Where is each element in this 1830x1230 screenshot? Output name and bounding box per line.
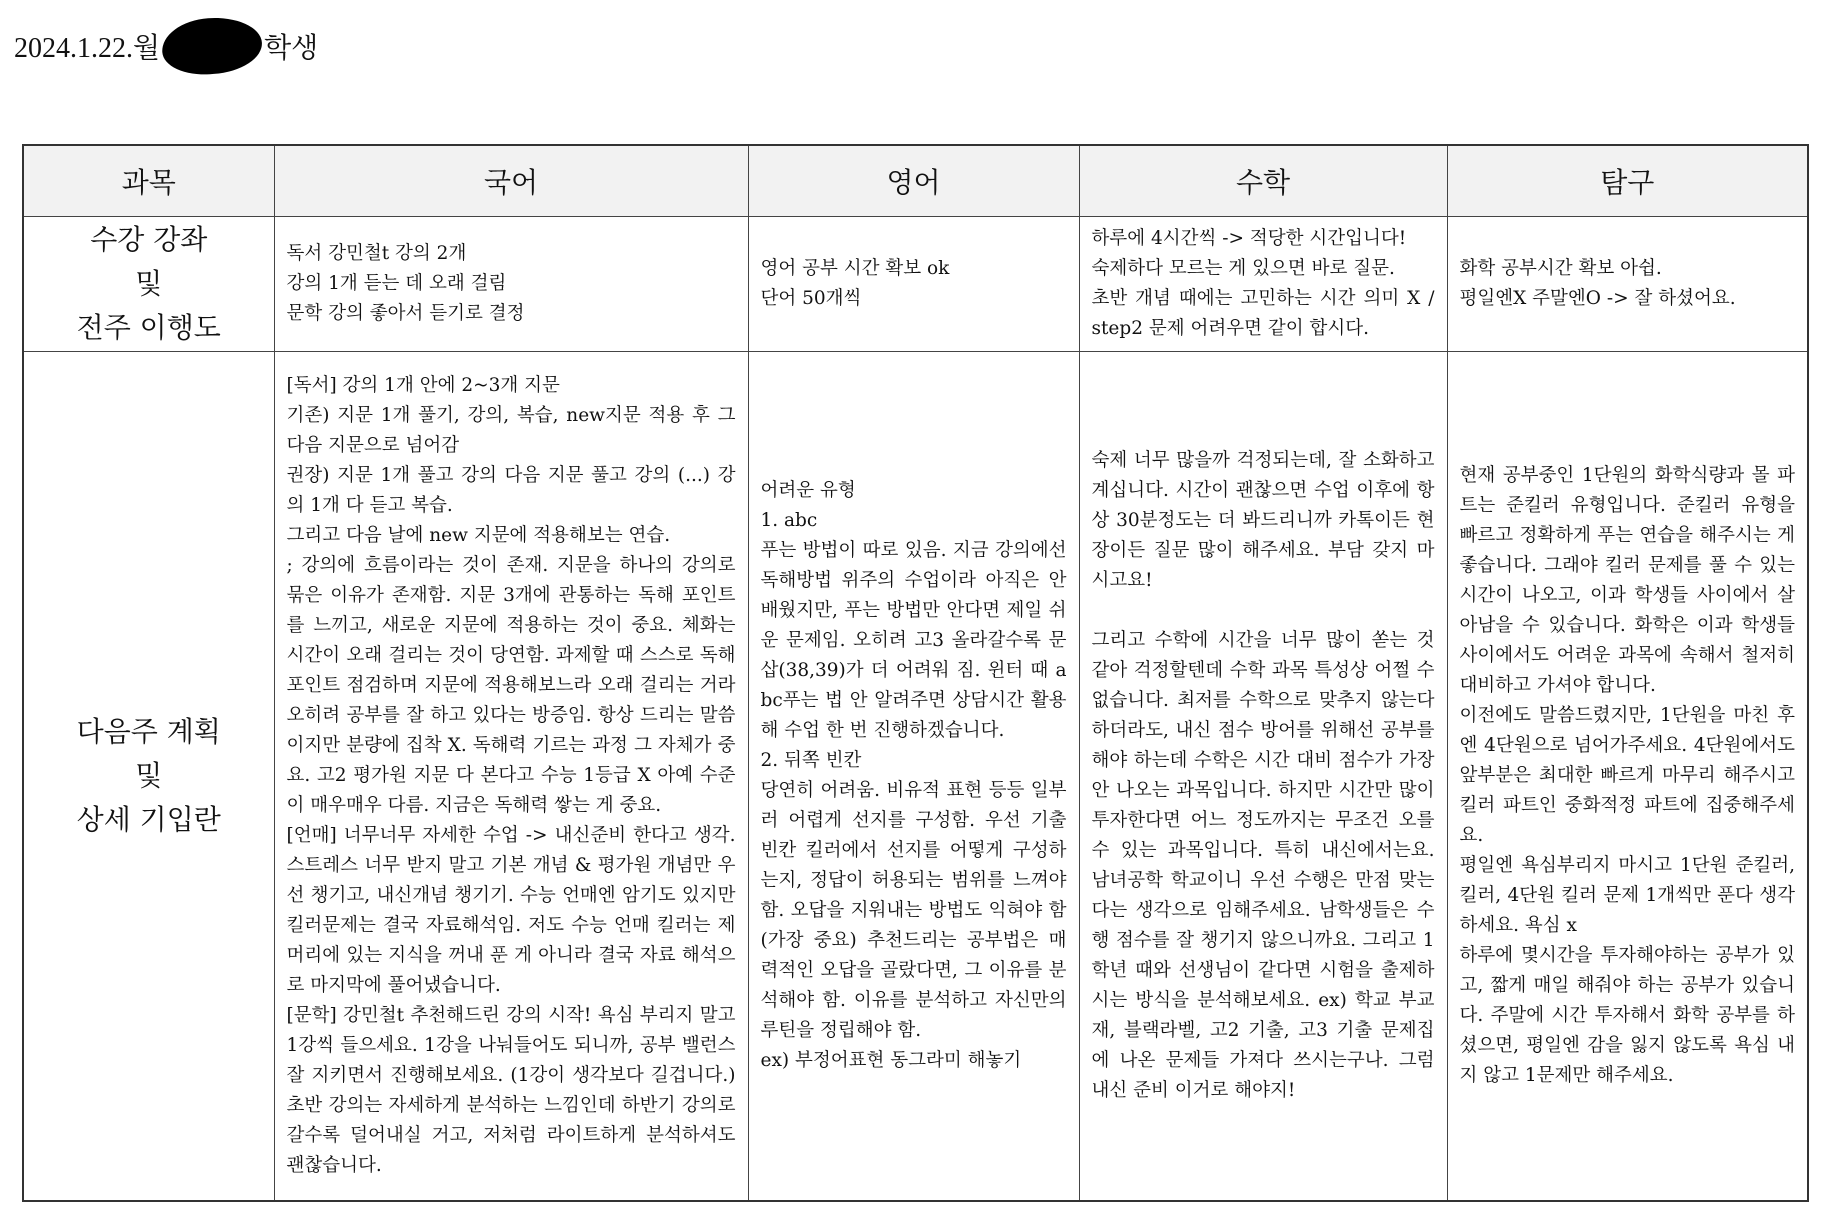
row-label-line: 및 [135, 759, 163, 792]
cell-line: 문학 강의 좋아서 듣기로 결정 [286, 303, 525, 324]
cell-line: 강의 1개 듣는 데 오래 걸림 [286, 273, 507, 294]
cell-paragraph: 1. abc [760, 510, 818, 531]
cell-paragraph: ex) 부정어표현 동그라미 해놓기 [760, 1050, 1022, 1071]
cell-inquiry [1447, 352, 1808, 1202]
cell-line: 숙제하다 모르는 게 있으면 바로 질문. [1091, 258, 1395, 279]
cell-line: 초반 개념 때에는 고민하는 시간 의미 X / step2 문제 어려우면 같이 합시다. [1091, 288, 1435, 339]
row-label-line: 다음주 계획 [76, 715, 221, 748]
header-english: 영어 [748, 145, 1079, 217]
cell-line: 하루에 4시간씩 -> 적당한 시간입니다! [1091, 228, 1407, 249]
cell-paragraph: 하루에 몇시간을 투자해야하는 공부가 있고, 짧게 매일 해줘야 하는 공부가 있습니다. 주말에 시간 투자해서 화학 공부를 하셨으면, 평일엔 감을 잃지 않도록 욕심 내지 않고 1문제만 해주세요. [1459, 945, 1795, 1086]
header-inquiry: 탐구 [1447, 145, 1808, 217]
cell-paragraph: 현재 공부중인 1단원의 화학식량과 몰 파트는 준킬러 유형입니다. 준킬러 유형을 빠르고 정확하게 푸는 연습을 해주시는 게 좋습니다. 그래야 킬러 문제를 풀 수 있는 시간이 나오고, 이과 학생들 사이에서 살아남을 수 있습니다. 화학은 이과 학생들 사이에서도 어려운 과목에 속해서 철저히 대비하고 가셔야 합니다. [1459, 465, 1795, 696]
cell-paragraph: ; 강의에 흐름이라는 것이 존재. 지문을 하나의 강의로 묶은 이유가 존재함. 지문 3개에 관통하는 독해 포인트를 느끼고, 새로운 지문에 적용하는 것이 중요. 체화는 시간이 오래 걸리는 것이 당연함. 과제할 때 스스로 독해 포인트 점검하며 지문에 적용해보느라 오래 걸리는 거라 오히려 공부를 잘 하고 있다는 방증임. 항상 드리는 말씀이지만 분량에 집착 X. 독해력 기르는 과정 그 자체가 중요. 고2 평가원 지문 다 본다고 수능 1등급 X 아예 수준이 매우매우 다름. 지금은 독해력 쌓는 게 중요. [286, 555, 736, 816]
cell-english [748, 352, 1079, 1202]
row-label-line: 및 [135, 267, 163, 300]
header-korean: 국어 [274, 145, 748, 217]
header-math: 수학 [1079, 145, 1447, 217]
title-date: 2024.1.22.월 [14, 33, 161, 64]
row-label [23, 352, 274, 1202]
study-plan-table [22, 144, 1809, 1202]
cell-paragraph: 평일엔 욕심부리지 마시고 1단원 준킬러, 킬러, 4단원 킬러 문제 1개씩만 푼다 생각하세요. 욕심 x [1459, 855, 1795, 936]
cell-blank-line [1092, 596, 1435, 626]
cell-paragraph: [언매] 너무너무 자세한 수업 -> 내신준비 한다고 생각. 스트레스 너무 받지 말고 기본 개념 & 평가원 개념만 우선 챙기고, 내신개념 챙기기. 수능 언매엔 암기도 있지만 킬러문제는 결국 자료해석임. 저도 수능 언매 킬러는 제 머리에 있는 지식을 꺼내 푼 게 아니라 결국 자료 해석으로 마지막에 풀어냈습니다. [286, 825, 736, 996]
header-subject: 과목 [23, 145, 274, 217]
header-row [23, 145, 1808, 217]
cell-math [1079, 217, 1447, 352]
cell-paragraph: 기존) 지문 1개 풀기, 강의, 복습, new지문 적용 후 그 다음 지문으로 넘어감 [286, 405, 736, 456]
cell-paragraph: 이전에도 말씀드렸지만, 1단원을 마친 후엔 4단원으로 넘어가주세요. 4단원에서도 앞부분은 최대한 빠르게 마무리 해주시고 킬러 파트인 중화적정 파트에 집중해주세요. [1459, 705, 1795, 846]
cell-paragraph: [독서] 강의 1개 안에 2~3개 지문 [286, 375, 560, 396]
cell-paragraph: 당연히 어려움. 비유적 표현 등등 일부러 어렵게 선지를 구성함. 우선 기출 빈칸 킬러에서 선지를 어떻게 구성하는지, 정답이 허용되는 범위를 느껴야 함. 오답을 지워내는 방법도 익혀야 함(가장 중요) 추천드리는 공부법은 매력적인 오답을 골랐다면, 그 이유를 분석해야 함. 이유를 분석하고 자신만의 루틴을 정립해야 함. [760, 780, 1067, 1041]
cell-math [1079, 352, 1447, 1202]
cell-paragraph: 그리고 다음 날에 new 지문에 적용해보는 연습. [286, 525, 671, 546]
cell-inquiry [1447, 217, 1808, 352]
cell-paragraph: 그리고 수학에 시간을 너무 많이 쏟는 것 같아 걱정할텐데 수학 과목 특성상 어쩔 수 없습니다. 최저를 수학으로 맞추지 않는다 하더라도, 내신 점수 방어를 위해선 공부를 해야 하는데 수학은 시간 대비 점수가 가장 안 나오는 과목입니다. 하지만 시간만 많이 투자한다면 어느 정도까지는 무조건 오를 수 있는 과목입니다. 특히 내신에서는요. 남녀공학 학교이니 우선 수행은 만점 맞는다는 생각으로 임해주세요. 남학생들은 수행 점수를 잘 챙기지 않으니까요. 그리고 1학년 때와 선생님이 같다면 시험을 출제하시는 방식을 분석해보세요. ex) 학교 부교재, 블랙라벨, 고2 기출, 고3 기출 문제집에 나온 문제들 가져다 쓰시는구나. 그럼 내신 준비 이거로 해야지! [1091, 630, 1435, 1101]
table-row-plan [23, 352, 1808, 1202]
cell-korean [274, 217, 748, 352]
cell-korean [274, 352, 748, 1202]
row-label-line: 전주 이행도 [76, 311, 221, 344]
row-label-line: 수강 강좌 [90, 223, 208, 256]
cell-paragraph: 2. 뒤쪽 빈칸 [760, 750, 862, 771]
cell-line: 단어 50개씩 [760, 288, 862, 309]
cell-paragraph: 푸는 방법이 따로 있음. 지금 강의에선 독해방법 위주의 수업이라 아직은 안 배웠지만, 푸는 방법만 안다면 제일 쉬운 문제임. 오히려 고3 올라갈수록 문삽(38,39)가 더 어려워 짐. 윈터 때 abc푸는 법 안 알려주면 상담시간 활용해 수업 한 번 진행하겠습니다. [760, 540, 1067, 741]
row-label [23, 217, 274, 352]
cell-line: 평일엔X 주말엔O -> 잘 하셨어요. [1459, 288, 1736, 309]
cell-line: 영어 공부 시간 확보 ok [760, 258, 950, 279]
title-suffix: 학생 [264, 33, 319, 64]
cell-paragraph: [문학] 강민철t 추천해드린 강의 시작! 욕심 부리지 말고 1강씩 들으세요. 1강을 나눠들어도 되니까, 공부 밸런스 잘 지키면서 진행해보세요. (1강이 생각보다 길겁니다.) 초반 강의는 자세하게 분석하는 느낌인데 하반기 강의로 갈수록 덜어내실 거고, 저처럼 라이트하게 분석하셔도 괜찮습니다. [286, 1005, 736, 1176]
cell-paragraph: 숙제 너무 많을까 걱정되는데, 잘 소화하고 계십니다. 시간이 괜찮으면 수업 이후에 항상 30분정도는 더 봐드리니까 카톡이든 현장이든 질문 많이 해주세요. 부담 갖지 마시고요! [1091, 450, 1435, 591]
redacted-name-mark [160, 15, 264, 78]
cell-paragraph: 권장) 지문 1개 풀고 강의 다음 지문 풀고 강의 (...) 강의 1개 다 듣고 복습. [286, 465, 736, 516]
row-label-line: 상세 기입란 [76, 803, 221, 836]
document-title [14, 18, 318, 74]
cell-line: 화학 공부시간 확보 아쉽. [1459, 258, 1662, 279]
cell-paragraph: 어려운 유형 [760, 480, 856, 501]
cell-line: 독서 강민철t 강의 2개 [286, 243, 467, 264]
table-row-courses [23, 217, 1808, 352]
cell-english [748, 217, 1079, 352]
